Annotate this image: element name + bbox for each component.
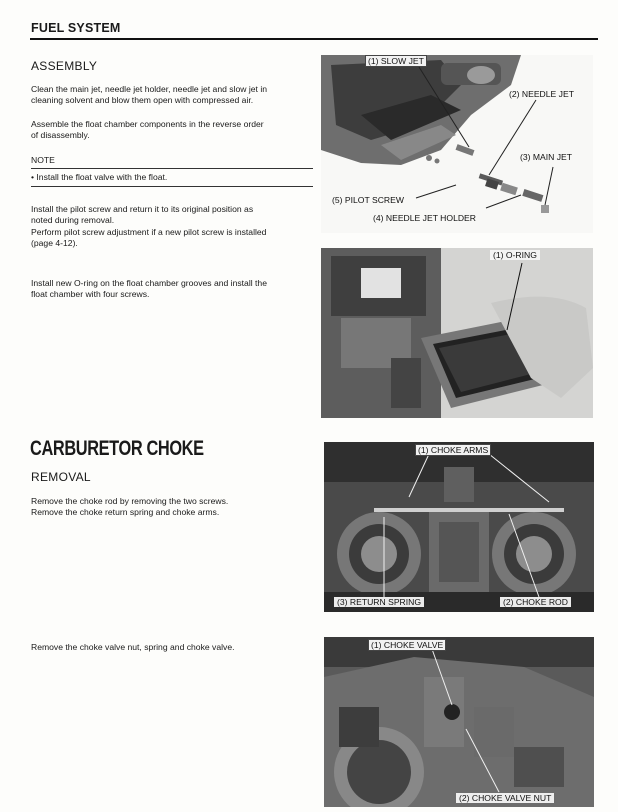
figure-choke-arms-photo: [324, 442, 594, 612]
label-o-ring: (1) O-RING: [490, 250, 540, 260]
label-slow-jet: (1) SLOW JET: [365, 55, 427, 67]
label-main-jet: (3) MAIN JET: [520, 152, 573, 162]
text-line: Perform pilot screw adjustment if a new pilot screw is installed: [31, 226, 267, 237]
choke-arms-photo-illustration: [324, 442, 594, 612]
carburetor-choke-title: CARBURETOR CHOKE: [30, 437, 204, 460]
assembly-paragraph-4: [31, 278, 314, 301]
text-line: Assemble the float chamber components in the reverse order: [31, 119, 264, 129]
text-line: Install the pilot screw and return it to its original position as: [31, 204, 254, 214]
text-line: Install new O-ring on the float chamber grooves and install the: [31, 278, 267, 288]
text-line: float chamber with four screws.: [31, 289, 150, 300]
text-line: noted during removal.: [31, 215, 115, 226]
figure-choke-valve-photo: [324, 637, 594, 807]
text-line: Remove the choke return spring and choke arms.: [31, 507, 220, 518]
removal-heading: REMOVAL: [31, 470, 91, 484]
figure-oring-photo: [321, 248, 593, 418]
text-line: (page 4-12).: [31, 237, 78, 248]
text-line: Remove the choke valve nut, spring and choke valve.: [31, 642, 235, 652]
note-heading: NOTE: [31, 155, 55, 165]
choke-valve-photo-illustration: [324, 637, 594, 807]
choke-paragraph-1: [31, 496, 321, 519]
note-item: • Install the float valve with the float.: [31, 172, 168, 182]
label-choke-arms: (1) CHOKE ARMS: [415, 444, 491, 456]
label-needle-jet-holder: (4) NEEDLE JET HOLDER: [373, 213, 476, 223]
assembly-paragraph-3: [31, 204, 314, 249]
note-bottom-rule: [31, 186, 313, 187]
label-return-spring: (3) RETURN SPRING: [334, 597, 424, 607]
text-line: Remove the choke rod by removing the two screws.: [31, 496, 229, 506]
page-header-title: FUEL SYSTEM: [31, 21, 121, 35]
text-line: cleaning solvent and blow them open with compressed air.: [31, 95, 254, 106]
assembly-heading: ASSEMBLY: [31, 59, 98, 73]
text-line: Clean the main jet, needle jet holder, needle jet and slow jet in: [31, 84, 268, 94]
label-choke-rod: (2) CHOKE ROD: [500, 597, 571, 607]
note-top-rule: [31, 168, 313, 169]
oring-photo-illustration: [321, 248, 593, 418]
assembly-paragraph-1: [31, 84, 314, 107]
label-choke-valve-nut: (2) CHOKE VALVE NUT: [456, 793, 554, 803]
label-choke-valve: (1) CHOKE VALVE: [368, 639, 446, 651]
text-line: of disassembly.: [31, 130, 90, 141]
assembly-paragraph-2: [31, 119, 314, 142]
label-pilot-screw: (5) PILOT SCREW: [332, 195, 404, 205]
header-rule: [30, 38, 598, 40]
choke-paragraph-2: [31, 642, 321, 653]
jets-photo-illustration: [321, 55, 593, 233]
figure-jets-photo: [321, 55, 593, 233]
label-needle-jet: (2) NEEDLE JET: [509, 89, 574, 99]
